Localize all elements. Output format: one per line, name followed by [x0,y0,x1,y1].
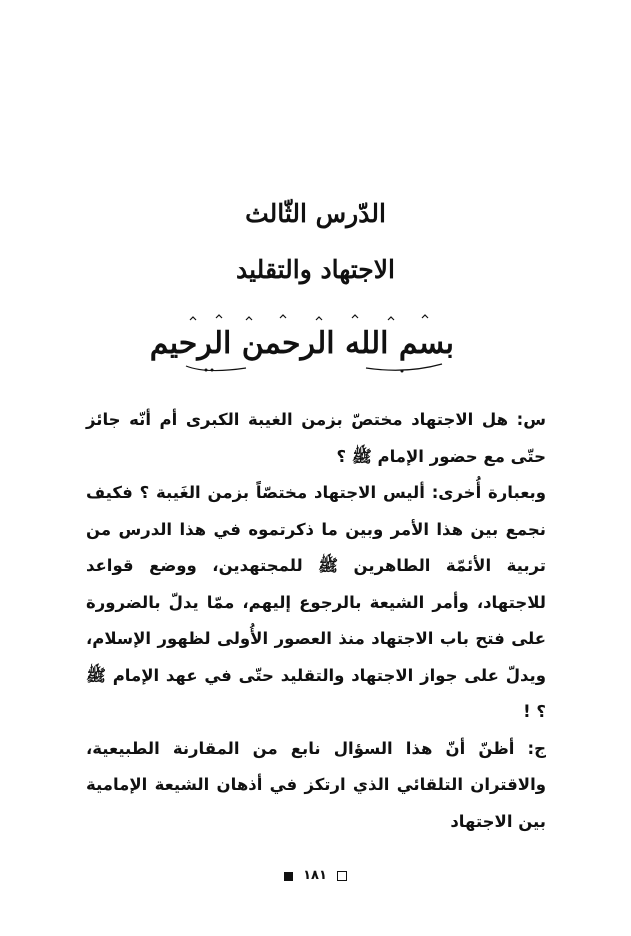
page-footer [0,866,631,887]
lesson-title: الدّرس الثّالث [245,199,386,228]
filled-square-icon [284,872,293,881]
page-number: ١٨١ [303,868,327,883]
basmala-text: بسم الله الرحمن الرحيم [149,326,454,361]
question-paragraph: س: هل الاجتهاد مختصّ بزمن الغيبة الكبرى أم أنّه جائز حتّى مع حضور الإمام ﷺ ؟ [86,410,546,466]
answer-paragraph: ج: أظنّ أنّ هذا السؤال نابع من المقارنة الطبيعية، والاقتران التلقائي الذي ارتكز في أذهان الشيعة الإمامية بين الاجتهاد [86,738,546,831]
basmala-calligraphy [149,314,454,374]
empty-square-icon [337,871,347,881]
elaboration-paragraph: وبعبارة أُخرى: أليس الاجتهاد مختصّاً بزمن الغَيبة ؟ فكيف نجمع بين هذا الأمر وبين ما ذكرتموه في هذا الدرس من تربية الأئمّة الطاهرين ﷺ للمجتهدين، ووضع قواعد للاجتهاد، وأمر الشيعة بالرجوع إليهم، ممّا يدلّ بالضرورة على فتح باب الاجتهاد منذ العصور الأُولى لظهور الإسلام، ويدلّ على جواز الاجتهاد والتقليد حتّى في عهد الإمام ﷺ ؟ ! [86,483,546,721]
body-text [86,402,546,840]
lesson-subtitle: الاجتهاد والتقليد [236,255,395,284]
